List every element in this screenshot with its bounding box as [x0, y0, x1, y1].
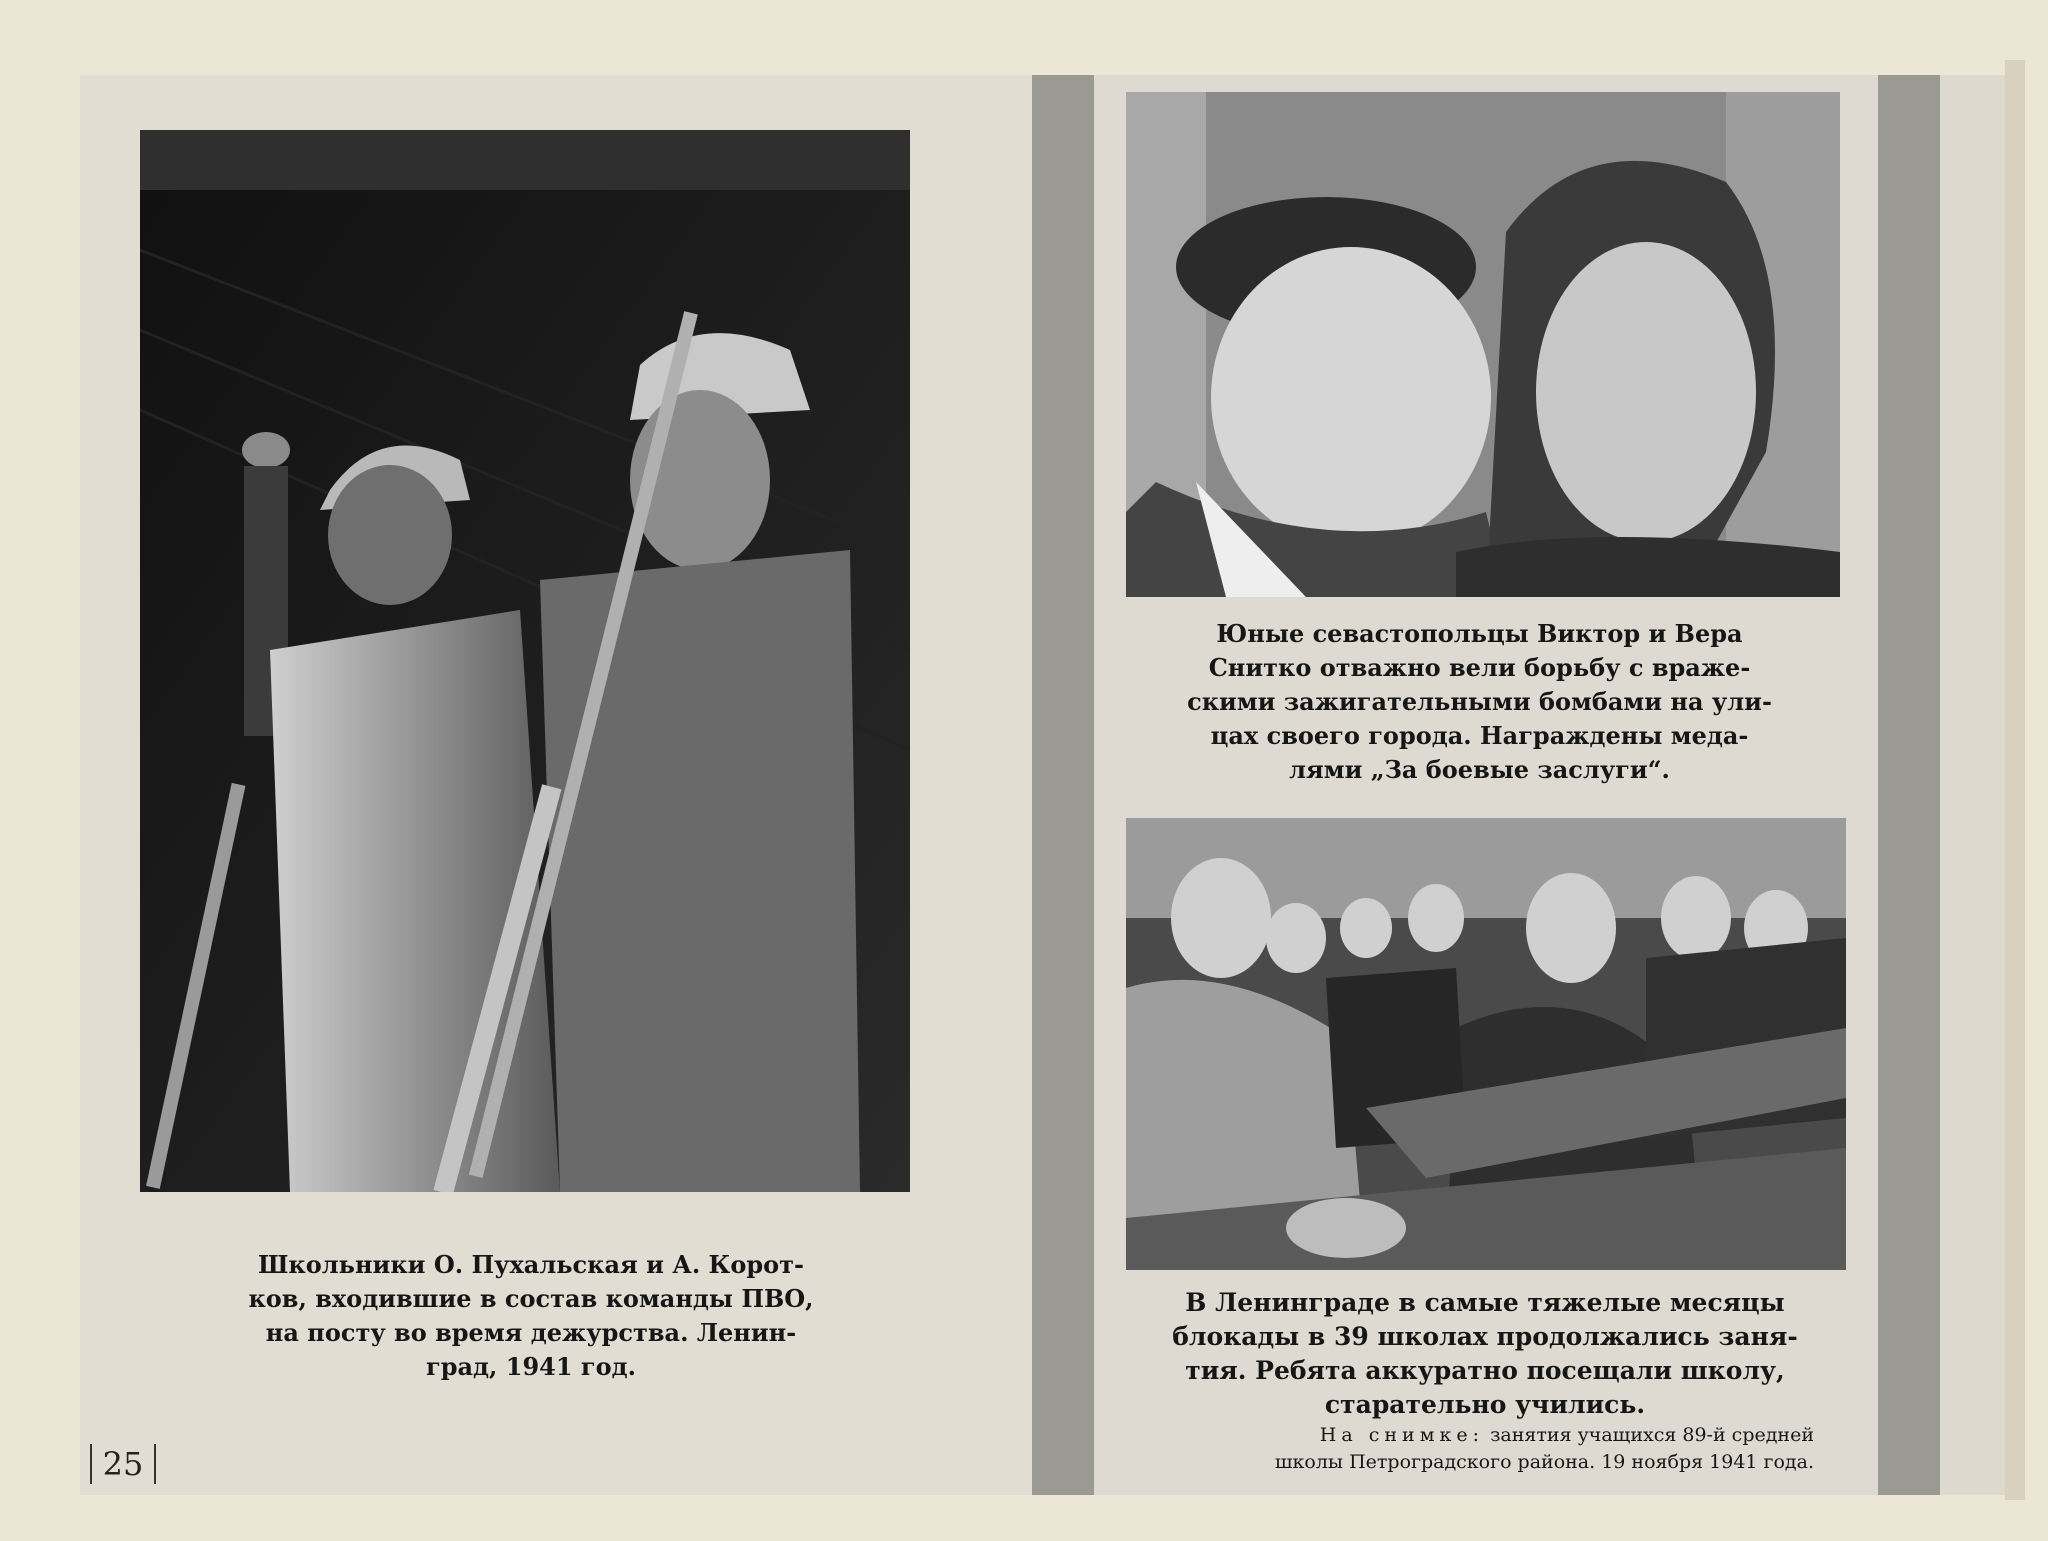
caption-line: тия. Ребята аккуратно посещали школу,: [1185, 1356, 1785, 1385]
caption-line: Юные севастопольцы Виктор и Вера: [1216, 619, 1743, 648]
caption-leningrad-classroom: [1160, 1286, 1810, 1422]
divider-band-left: [1032, 75, 1094, 1495]
caption-viktor-and-vera: [1182, 617, 1777, 787]
caption-students-air-defense: [236, 1248, 826, 1384]
caption-line: В Ленинграде в самые тяжелые месяцы: [1185, 1288, 1785, 1317]
caption-line: на посту во время дежурства. Ленин-: [265, 1318, 797, 1347]
caption-line: град, 1941 год.: [426, 1352, 636, 1381]
caption-line: лями „За боевые заслуги“.: [1289, 755, 1670, 784]
caption-line: цах своего города. Награждены меда-: [1210, 721, 1749, 750]
caption-line: Снитко отважно вели борьбу с враже-: [1208, 653, 1751, 682]
caption-prefix: На снимке:: [1319, 1424, 1485, 1446]
caption-line: блокады в 39 школах продолжались заня-: [1172, 1322, 1798, 1351]
page-number: 25: [90, 1444, 156, 1484]
photo-viktor-and-vera-image: [1126, 92, 1840, 597]
caption-detail-text-1: занятия учащихся 89-й средней: [1490, 1424, 1814, 1446]
caption-line: скими зажигательными бомбами на ули-: [1187, 687, 1772, 716]
photo-leningrad-classroom-image: [1126, 818, 1846, 1270]
caption-classroom-detail: [1164, 1422, 1814, 1476]
photo-students-air-defense: [140, 130, 910, 1192]
caption-line: старательно учились.: [1324, 1390, 1646, 1419]
sheet-edge: [2005, 60, 2025, 1500]
photo-leningrad-classroom: [1126, 818, 1846, 1270]
caption-detail-line-2: школы Петроградского района. 19 ноября 1941 года.: [1274, 1451, 1814, 1473]
caption-line: Школьники О. Пухальская и А. Корот-: [257, 1250, 804, 1279]
photo-students-air-defense-image: [140, 130, 910, 1192]
photo-viktor-and-vera: [1126, 92, 1840, 597]
caption-detail-line-1: [1164, 1422, 1814, 1449]
divider-band-right: [1878, 75, 1940, 1495]
caption-line: ков, входившие в состав команды ПВО,: [248, 1284, 814, 1313]
